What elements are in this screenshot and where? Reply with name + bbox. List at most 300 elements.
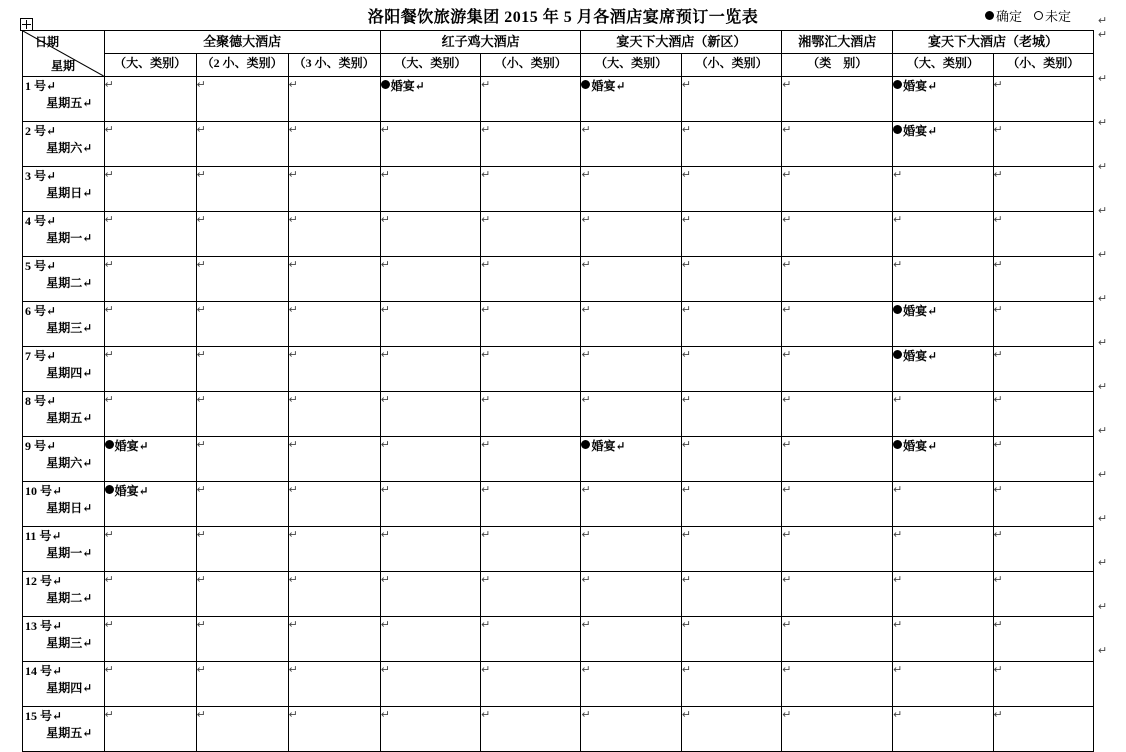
booking-cell-empty[interactable] xyxy=(288,302,380,347)
booking-cell-empty[interactable] xyxy=(681,662,781,707)
booking-event xyxy=(893,304,937,318)
booking-cell-empty[interactable] xyxy=(288,167,380,212)
paragraph-mark-icon: ↵ xyxy=(380,619,390,631)
booking-cell-empty[interactable] xyxy=(993,482,1093,527)
paragraph-mark-icon: ↵ xyxy=(481,304,491,316)
booking-cell-filled[interactable] xyxy=(104,482,196,527)
table-row xyxy=(23,662,1094,707)
paragraph-mark-icon: ↵ xyxy=(1098,249,1108,261)
booking-cell-empty[interactable] xyxy=(380,482,480,527)
booking-cell-empty[interactable] xyxy=(993,527,1093,572)
booking-event xyxy=(893,349,937,363)
paragraph-mark-icon: ↵ xyxy=(1098,117,1108,129)
booking-cell-empty[interactable] xyxy=(104,257,196,302)
paragraph-mark-icon: ↵ xyxy=(288,394,298,406)
booking-cell-empty[interactable] xyxy=(782,122,893,167)
row-weekday-label: 星期五↵ xyxy=(46,411,93,425)
booking-cell-empty[interactable] xyxy=(196,662,288,707)
row-date-cell[interactable] xyxy=(23,77,105,122)
booking-cell-empty[interactable] xyxy=(782,437,893,482)
paragraph-mark-icon: ↵ xyxy=(104,394,114,406)
row-date-cell[interactable] xyxy=(23,167,105,212)
booking-cell-empty[interactable] xyxy=(681,527,781,572)
paragraph-mark-icon: ↵ xyxy=(893,709,903,721)
booking-cell-empty[interactable] xyxy=(993,167,1093,212)
booking-cell-empty[interactable] xyxy=(380,122,480,167)
booking-cell-empty[interactable] xyxy=(993,302,1093,347)
booking-cell-empty[interactable] xyxy=(993,212,1093,257)
booking-event xyxy=(581,79,625,93)
booking-cell-empty[interactable] xyxy=(481,392,581,437)
paragraph-mark-icon: ↵ xyxy=(481,574,491,586)
booking-cell-filled[interactable] xyxy=(104,437,196,482)
paragraph-mark-icon: ↵ xyxy=(581,259,591,271)
booking-cell-filled[interactable] xyxy=(893,437,993,482)
booking-cell-filled[interactable] xyxy=(893,302,993,347)
group-header-yantianxia-xinqu: 宴天下大酒店（新区） xyxy=(581,31,782,54)
booking-cell-empty[interactable] xyxy=(681,212,781,257)
booking-cell-empty[interactable] xyxy=(380,707,480,752)
paragraph-mark-icon: ↵ xyxy=(104,709,114,721)
booking-event-label: 婚宴↵ xyxy=(903,349,938,363)
booking-event-label: 婚宴↵ xyxy=(390,79,425,93)
booking-cell-empty[interactable] xyxy=(782,572,893,617)
paragraph-mark-icon: ↵ xyxy=(893,169,903,181)
paragraph-mark-icon: ↵ xyxy=(288,439,298,451)
booking-cell-empty[interactable] xyxy=(893,527,993,572)
booking-cell-empty[interactable] xyxy=(288,572,380,617)
booking-cell-empty[interactable] xyxy=(782,662,893,707)
booking-event-label: 婚宴↵ xyxy=(903,79,938,93)
paragraph-mark-icon: ↵ xyxy=(1098,73,1108,85)
booking-cell-empty[interactable] xyxy=(782,527,893,572)
table-row xyxy=(23,482,1094,527)
table-row xyxy=(23,527,1094,572)
booking-cell-empty[interactable] xyxy=(993,572,1093,617)
booking-cell-filled[interactable] xyxy=(893,347,993,392)
booking-cell-empty[interactable] xyxy=(993,617,1093,662)
booking-cell-empty[interactable] xyxy=(581,392,681,437)
booking-cell-empty[interactable] xyxy=(380,257,480,302)
booking-cell-empty[interactable] xyxy=(481,662,581,707)
schedule-table-wrap xyxy=(22,30,1094,752)
booking-cell-empty[interactable] xyxy=(481,212,581,257)
row-date-label: 1 号↵ xyxy=(25,79,57,93)
row-date-cell[interactable] xyxy=(23,257,105,302)
paragraph-mark-icon: ↵ xyxy=(481,169,491,181)
booking-cell-empty[interactable] xyxy=(380,527,480,572)
booking-cell-empty[interactable] xyxy=(782,482,893,527)
row-date-label: 6 号↵ xyxy=(25,304,57,318)
paragraph-mark-icon: ↵ xyxy=(782,79,792,91)
paragraph-mark-icon: ↵ xyxy=(1098,645,1108,657)
booking-event-label: 婚宴↵ xyxy=(591,79,626,93)
booking-cell-empty[interactable] xyxy=(104,212,196,257)
booking-cell-empty[interactable] xyxy=(681,122,781,167)
paragraph-mark-icon: ↵ xyxy=(581,349,591,361)
filled-circle-icon xyxy=(893,80,902,89)
booking-cell-empty[interactable] xyxy=(993,392,1093,437)
booking-cell-empty[interactable] xyxy=(481,572,581,617)
booking-cell-empty[interactable] xyxy=(196,347,288,392)
row-date-cell[interactable] xyxy=(23,527,105,572)
booking-cell-empty[interactable] xyxy=(481,122,581,167)
row-date-cell[interactable] xyxy=(23,392,105,437)
paragraph-mark-icon: ↵ xyxy=(782,259,792,271)
booking-cell-empty[interactable] xyxy=(681,482,781,527)
paragraph-mark-icon: ↵ xyxy=(782,709,792,721)
row-date-cell[interactable] xyxy=(23,707,105,752)
booking-cell-empty[interactable] xyxy=(288,77,380,122)
booking-cell-empty[interactable] xyxy=(104,707,196,752)
row-weekday-label: 星期一↵ xyxy=(46,546,93,560)
booking-cell-empty[interactable] xyxy=(104,527,196,572)
row-date-cell[interactable] xyxy=(23,437,105,482)
booking-cell-empty[interactable] xyxy=(380,392,480,437)
booking-cell-empty[interactable] xyxy=(581,707,681,752)
booking-cell-empty[interactable] xyxy=(196,437,288,482)
paragraph-mark-icon: ↵ xyxy=(782,529,792,541)
booking-cell-empty[interactable] xyxy=(481,77,581,122)
booking-cell-empty[interactable] xyxy=(380,617,480,662)
paragraph-mark-icon: ↵ xyxy=(782,664,792,676)
row-date-cell[interactable] xyxy=(23,662,105,707)
table-row xyxy=(23,392,1094,437)
paragraph-mark-icon: ↵ xyxy=(893,484,903,496)
paragraph-mark-icon: ↵ xyxy=(380,709,390,721)
paragraph-mark-icon: ↵ xyxy=(993,664,1003,676)
booking-event-label: 婚宴↵ xyxy=(903,124,938,138)
edge-paragraph-marks xyxy=(1098,16,1112,690)
legend-confirmed xyxy=(985,6,1022,25)
booking-cell-empty[interactable] xyxy=(581,257,681,302)
booking-cell-empty[interactable] xyxy=(380,572,480,617)
booking-cell-empty[interactable] xyxy=(196,167,288,212)
paragraph-mark-icon: ↵ xyxy=(104,79,114,91)
booking-cell-empty[interactable] xyxy=(782,257,893,302)
booking-cell-empty[interactable] xyxy=(481,527,581,572)
booking-event xyxy=(581,439,625,453)
booking-cell-empty[interactable] xyxy=(893,392,993,437)
booking-cell-empty[interactable] xyxy=(581,347,681,392)
booking-cell-empty[interactable] xyxy=(104,572,196,617)
booking-cell-empty[interactable] xyxy=(893,257,993,302)
booking-cell-empty[interactable] xyxy=(288,122,380,167)
paragraph-mark-icon: ↵ xyxy=(196,709,206,721)
booking-cell-empty[interactable] xyxy=(893,662,993,707)
table-row xyxy=(23,617,1094,662)
booking-cell-empty[interactable] xyxy=(104,167,196,212)
booking-cell-empty[interactable] xyxy=(196,122,288,167)
row-weekday-label: 星期五↵ xyxy=(46,726,93,740)
booking-cell-empty[interactable] xyxy=(581,212,681,257)
booking-cell-empty[interactable] xyxy=(681,572,781,617)
booking-cell-empty[interactable] xyxy=(681,707,781,752)
paragraph-mark-icon: ↵ xyxy=(893,259,903,271)
paragraph-mark-icon: ↵ xyxy=(481,124,491,136)
booking-cell-empty[interactable] xyxy=(893,707,993,752)
booking-cell-empty[interactable] xyxy=(782,167,893,212)
booking-cell-filled[interactable] xyxy=(893,77,993,122)
booking-cell-empty[interactable] xyxy=(104,77,196,122)
booking-cell-empty[interactable] xyxy=(481,347,581,392)
paragraph-mark-icon: ↵ xyxy=(104,664,114,676)
paragraph-mark-icon: ↵ xyxy=(782,304,792,316)
paragraph-mark-icon: ↵ xyxy=(893,574,903,586)
booking-cell-empty[interactable] xyxy=(993,77,1093,122)
paragraph-mark-icon: ↵ xyxy=(481,664,491,676)
paragraph-mark-icon: ↵ xyxy=(481,214,491,226)
booking-cell-empty[interactable] xyxy=(581,302,681,347)
booking-cell-empty[interactable] xyxy=(481,437,581,482)
booking-cell-empty[interactable] xyxy=(681,167,781,212)
paragraph-mark-icon: ↵ xyxy=(196,79,206,91)
booking-cell-empty[interactable] xyxy=(196,257,288,302)
row-date-cell[interactable] xyxy=(23,212,105,257)
row-date-cell[interactable] xyxy=(23,302,105,347)
booking-cell-empty[interactable] xyxy=(893,572,993,617)
filled-circle-icon xyxy=(893,440,902,449)
booking-cell-empty[interactable] xyxy=(380,347,480,392)
booking-cell-filled[interactable] xyxy=(893,122,993,167)
booking-cell-empty[interactable] xyxy=(893,617,993,662)
table-row xyxy=(23,257,1094,302)
sub-header-hongziji-1: （大、类别） xyxy=(380,54,480,77)
row-weekday-label: 星期五↵ xyxy=(46,96,93,110)
booking-event-label: 婚宴↵ xyxy=(591,439,626,453)
row-weekday-label: 星期二↵ xyxy=(46,591,93,605)
booking-cell-empty[interactable] xyxy=(893,212,993,257)
paragraph-mark-icon: ↵ xyxy=(581,664,591,676)
booking-cell-empty[interactable] xyxy=(481,707,581,752)
booking-event xyxy=(105,439,149,453)
paragraph-mark-icon: ↵ xyxy=(196,214,206,226)
paragraph-mark-icon: ↵ xyxy=(288,709,298,721)
paragraph-mark-icon: ↵ xyxy=(104,304,114,316)
paragraph-mark-icon: ↵ xyxy=(380,259,390,271)
booking-cell-empty[interactable] xyxy=(681,302,781,347)
paragraph-mark-icon: ↵ xyxy=(681,709,692,721)
booking-cell-empty[interactable] xyxy=(893,482,993,527)
booking-cell-empty[interactable] xyxy=(581,167,681,212)
booking-cell-empty[interactable] xyxy=(681,257,781,302)
row-date-label: 3 号↵ xyxy=(25,169,57,183)
open-circle-icon xyxy=(1034,11,1043,20)
paragraph-mark-icon: ↵ xyxy=(481,484,491,496)
booking-cell-empty[interactable] xyxy=(681,347,781,392)
row-date-cell[interactable] xyxy=(23,572,105,617)
booking-cell-empty[interactable] xyxy=(288,437,380,482)
paragraph-mark-icon: ↵ xyxy=(104,214,114,226)
booking-cell-empty[interactable] xyxy=(782,347,893,392)
booking-cell-empty[interactable] xyxy=(993,707,1093,752)
booking-cell-empty[interactable] xyxy=(104,302,196,347)
booking-cell-empty[interactable] xyxy=(481,302,581,347)
sub-header-yantianxia-xinqu-2: （小、类别） xyxy=(681,54,781,77)
paragraph-mark-icon: ↵ xyxy=(481,439,491,451)
booking-cell-empty[interactable] xyxy=(782,392,893,437)
booking-cell-empty[interactable] xyxy=(196,527,288,572)
row-date-cell[interactable] xyxy=(23,122,105,167)
booking-cell-empty[interactable] xyxy=(380,167,480,212)
booking-cell-empty[interactable] xyxy=(196,482,288,527)
booking-event xyxy=(105,484,149,498)
booking-cell-empty[interactable] xyxy=(104,617,196,662)
paragraph-mark-icon: ↵ xyxy=(481,529,491,541)
booking-cell-empty[interactable] xyxy=(681,392,781,437)
sub-header-yantianxia-laocheng-2: （小、类别） xyxy=(993,54,1093,77)
booking-cell-empty[interactable] xyxy=(782,617,893,662)
paragraph-mark-icon: ↵ xyxy=(1098,425,1108,437)
booking-cell-empty[interactable] xyxy=(196,707,288,752)
booking-cell-empty[interactable] xyxy=(196,302,288,347)
booking-cell-empty[interactable] xyxy=(196,617,288,662)
booking-cell-empty[interactable] xyxy=(993,662,1093,707)
booking-cell-empty[interactable] xyxy=(288,662,380,707)
group-header-quanjude: 全聚德大酒店 xyxy=(104,31,380,54)
table-row xyxy=(23,167,1094,212)
paragraph-mark-icon: ↵ xyxy=(893,619,903,631)
booking-cell-empty[interactable] xyxy=(196,572,288,617)
paragraph-mark-icon: ↵ xyxy=(681,349,692,361)
paragraph-mark-icon: ↵ xyxy=(993,394,1003,406)
paragraph-mark-icon: ↵ xyxy=(196,169,206,181)
row-date-label: 5 号↵ xyxy=(25,259,57,273)
booking-cell-empty[interactable] xyxy=(581,662,681,707)
row-date-label: 8 号↵ xyxy=(25,394,57,408)
booking-cell-empty[interactable] xyxy=(380,302,480,347)
booking-cell-empty[interactable] xyxy=(681,617,781,662)
booking-cell-empty[interactable] xyxy=(196,392,288,437)
paragraph-mark-icon: ↵ xyxy=(196,349,206,361)
booking-cell-empty[interactable] xyxy=(782,77,893,122)
booking-cell-filled[interactable] xyxy=(581,437,681,482)
booking-cell-filled[interactable] xyxy=(380,77,480,122)
paragraph-mark-icon: ↵ xyxy=(893,214,903,226)
table-head xyxy=(23,31,1094,77)
paragraph-mark-icon: ↵ xyxy=(196,439,206,451)
paragraph-mark-icon: ↵ xyxy=(104,259,114,271)
paragraph-mark-icon: ↵ xyxy=(993,304,1003,316)
paragraph-mark-icon: ↵ xyxy=(1098,601,1108,613)
paragraph-mark-icon: ↵ xyxy=(288,304,298,316)
paragraph-mark-icon: ↵ xyxy=(581,574,591,586)
row-weekday-label: 星期一↵ xyxy=(46,231,93,245)
paragraph-mark-icon: ↵ xyxy=(893,664,903,676)
booking-cell-empty[interactable] xyxy=(581,482,681,527)
title-row xyxy=(0,0,1126,30)
paragraph-mark-icon: ↵ xyxy=(288,259,298,271)
booking-cell-empty[interactable] xyxy=(288,392,380,437)
paragraph-mark-icon: ↵ xyxy=(481,709,491,721)
booking-cell-empty[interactable] xyxy=(288,482,380,527)
table-row xyxy=(23,122,1094,167)
paragraph-mark-icon: ↵ xyxy=(993,79,1003,91)
paragraph-mark-icon: ↵ xyxy=(288,214,298,226)
paragraph-mark-icon: ↵ xyxy=(782,574,792,586)
booking-cell-empty[interactable] xyxy=(288,212,380,257)
booking-event-label: 婚宴↵ xyxy=(903,304,938,318)
booking-cell-empty[interactable] xyxy=(782,212,893,257)
row-date-cell[interactable] xyxy=(23,347,105,392)
paragraph-mark-icon: ↵ xyxy=(196,619,206,631)
booking-cell-empty[interactable] xyxy=(681,77,781,122)
booking-cell-empty[interactable] xyxy=(993,437,1093,482)
booking-event xyxy=(893,124,937,138)
booking-cell-empty[interactable] xyxy=(993,257,1093,302)
paragraph-mark-icon: ↵ xyxy=(1098,161,1108,173)
row-date-label: 11 号↵ xyxy=(25,529,62,543)
booking-cell-empty[interactable] xyxy=(288,707,380,752)
paragraph-mark-icon: ↵ xyxy=(993,214,1003,226)
table-body xyxy=(23,77,1094,752)
header-group-row xyxy=(23,31,1094,54)
row-date-label: 9 号↵ xyxy=(25,439,57,453)
booking-cell-empty[interactable] xyxy=(104,662,196,707)
booking-cell-empty[interactable] xyxy=(581,122,681,167)
booking-cell-empty[interactable] xyxy=(681,437,781,482)
paragraph-mark-icon: ↵ xyxy=(681,484,692,496)
booking-cell-empty[interactable] xyxy=(104,347,196,392)
row-date-label: 7 号↵ xyxy=(25,349,57,363)
table-row xyxy=(23,77,1094,122)
booking-cell-empty[interactable] xyxy=(380,662,480,707)
booking-cell-empty[interactable] xyxy=(288,347,380,392)
filled-circle-icon xyxy=(381,80,390,89)
row-date-cell[interactable] xyxy=(23,617,105,662)
paragraph-mark-icon: ↵ xyxy=(993,259,1003,271)
booking-cell-empty[interactable] xyxy=(288,257,380,302)
row-date-label: 10 号↵ xyxy=(25,484,63,498)
paragraph-mark-icon: ↵ xyxy=(288,79,298,91)
booking-cell-empty[interactable] xyxy=(380,212,480,257)
paragraph-mark-icon: ↵ xyxy=(196,664,206,676)
booking-cell-empty[interactable] xyxy=(782,302,893,347)
paragraph-mark-icon: ↵ xyxy=(893,529,903,541)
booking-cell-empty[interactable] xyxy=(288,617,380,662)
paragraph-mark-icon: ↵ xyxy=(104,124,114,136)
booking-cell-empty[interactable] xyxy=(481,257,581,302)
booking-cell-empty[interactable] xyxy=(104,392,196,437)
paragraph-mark-icon: ↵ xyxy=(380,214,390,226)
booking-cell-empty[interactable] xyxy=(380,437,480,482)
booking-cell-empty[interactable] xyxy=(581,572,681,617)
booking-cell-empty[interactable] xyxy=(481,482,581,527)
booking-cell-empty[interactable] xyxy=(196,77,288,122)
booking-cell-empty[interactable] xyxy=(993,122,1093,167)
paragraph-mark-icon: ↵ xyxy=(1098,337,1108,349)
booking-cell-empty[interactable] xyxy=(581,527,681,572)
paragraph-mark-icon: ↵ xyxy=(581,709,591,721)
group-header-xiangehui: 湘鄂汇大酒店 xyxy=(782,31,893,54)
row-weekday-label: 星期三↵ xyxy=(46,636,93,650)
booking-cell-empty[interactable] xyxy=(196,212,288,257)
booking-cell-empty[interactable] xyxy=(782,707,893,752)
paragraph-mark-icon: ↵ xyxy=(581,214,591,226)
booking-cell-empty[interactable] xyxy=(993,347,1093,392)
booking-cell-empty[interactable] xyxy=(481,617,581,662)
booking-cell-empty[interactable] xyxy=(893,167,993,212)
booking-cell-empty[interactable] xyxy=(288,527,380,572)
booking-cell-empty[interactable] xyxy=(581,617,681,662)
booking-cell-empty[interactable] xyxy=(481,167,581,212)
paragraph-mark-icon: ↵ xyxy=(681,619,692,631)
paragraph-mark-icon: ↵ xyxy=(581,394,591,406)
booking-cell-empty[interactable] xyxy=(104,122,196,167)
row-date-cell[interactable] xyxy=(23,482,105,527)
booking-cell-filled[interactable] xyxy=(581,77,681,122)
paragraph-mark-icon: ↵ xyxy=(581,619,591,631)
